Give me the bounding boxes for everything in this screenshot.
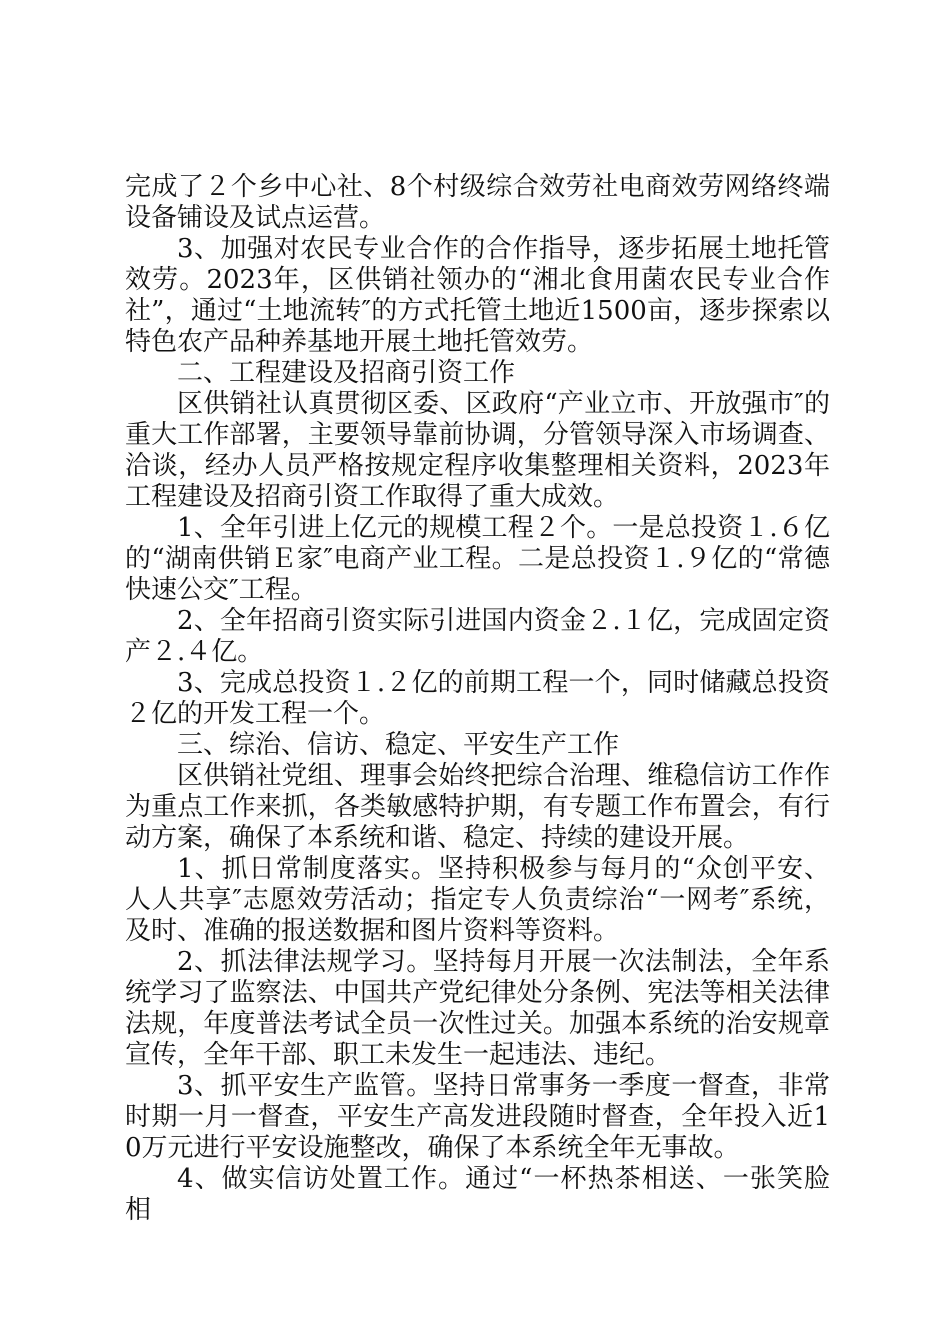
section-heading-3: 三、综治、信访、稳定、平安生产工作 — [177, 730, 620, 760]
paragraph-2: 3、加强对农民专业合作的合作指导，逐步拓展土地托管效劳。2023年，区供销社领办的“湘北食用菌农民专业合作社”，通过“土地流转″的方式托管土地近1500亩，逐步探索以特色农产品种养基地开展土地托管效劳。 — [125, 234, 830, 357]
document-body — [125, 172, 830, 1226]
paragraph-11: 4、做实信访处置工作。通过“一杯热茶相送、一张笑脸相 — [125, 1164, 830, 1225]
paragraph-10: 3、抓平安生产监管。坚持日常事务一季度一督查，非常时期一月一督查，平安生产高发进段随时督查，全年投入近10万元进行平安设施整改，确保了本系统全年无事故。 — [125, 1071, 830, 1163]
paragraph-7: 区供销社党组、理事会始终把综合治理、维稳信访工作作为重点工作来抓，各类敏感特护期，有专题工作布置会，有行动方案，确保了本系统和谐、稳定、持续的建设开展。 — [125, 761, 830, 853]
paragraph-8: 1、抓日常制度落实。坚持积极参与每月的“众创平安、人人共享″志愿效劳活动；指定专人负责综治“一网考″系统，及时、准确的报送数据和图片资料等资料。 — [125, 854, 830, 946]
paragraph-6: 3、完成总投资１.２亿的前期工程一个，同时储藏总投资２亿的开发工程一个。 — [125, 668, 830, 729]
paragraph-3: 区供销社认真贯彻区委、区政府“产业立市、开放强市″的重大工作部署，主要领导靠前协调，分管领导深入市场调查、洽谈，经办人员严格按规定程序收集整理相关资料，2023年工程建设及招商引资工作取得了重大成效。 — [125, 389, 830, 512]
paragraph-9: 2、抓法律法规学习。坚持每月开展一次法制法，全年系统学习了监察法、中国共产党纪律处分条例、宪法等相关法律法规，年度普法考试全员一次性过关。加强本系统的治安规章宣传，全年干部、职工未发生一起违法、违纪。 — [125, 947, 830, 1070]
section-heading-2: 二、工程建设及招商引资工作 — [177, 358, 516, 388]
paragraph-4: 1、全年引进上亿元的规模工程２个。一是总投资１.６亿的“湖南供销Ｅ家″电商产业工程。二是总投资１.９亿的“常德快速公交″工程。 — [125, 513, 830, 605]
paragraph-5: 2、全年招商引资实际引进国内资金２.１亿，完成固定资产２.４亿。 — [125, 606, 830, 667]
paragraph-1: 完成了２个乡中心社、8个村级综合效劳社电商效劳网络终端设备铺设及试点运营。 — [125, 172, 830, 233]
